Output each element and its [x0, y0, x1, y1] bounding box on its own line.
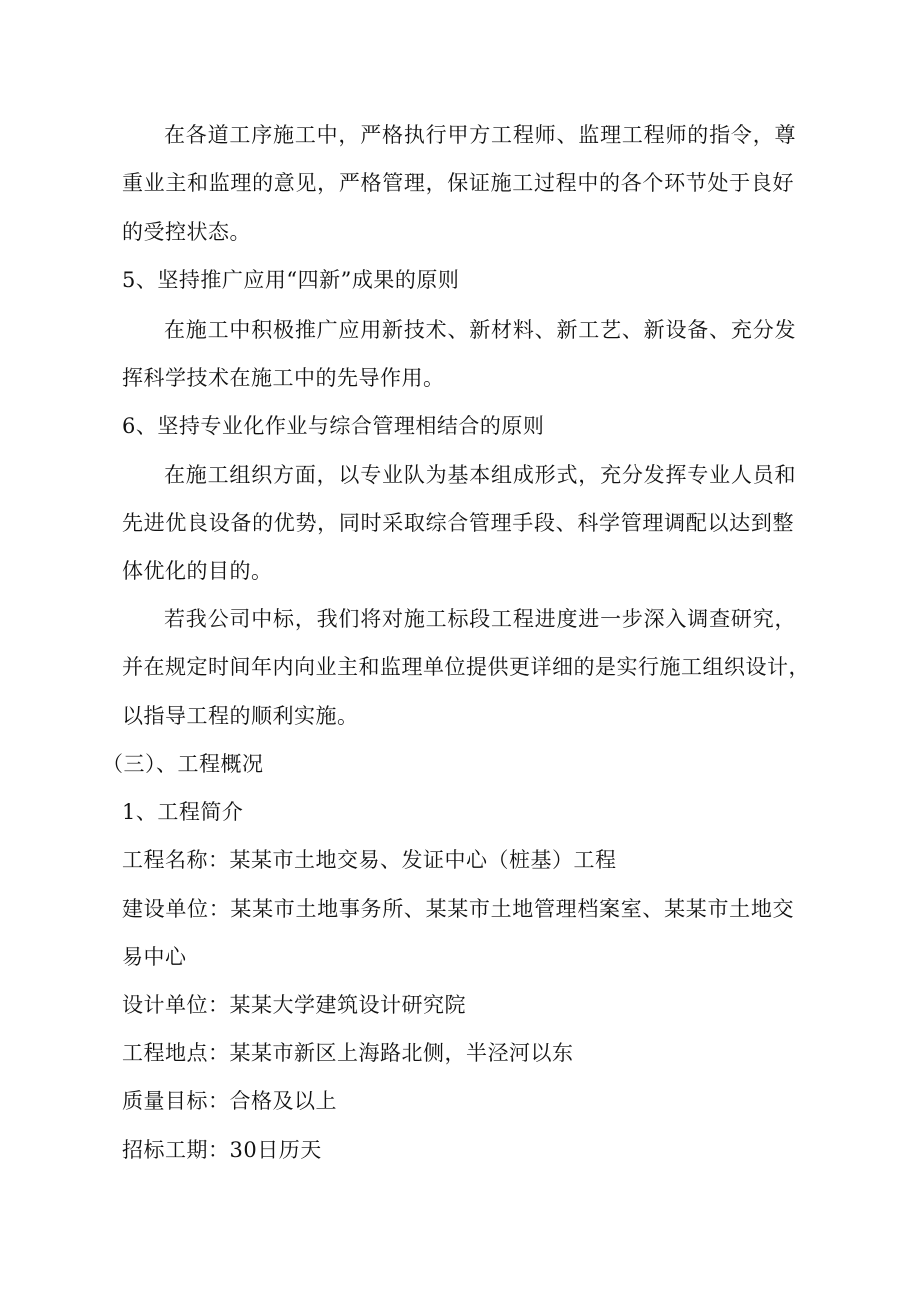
project-quality-target: 质量目标：合格及以上	[122, 1089, 337, 1113]
project-name: 工程名称：某某市土地交易、发证中心（桩基）工程	[122, 848, 617, 872]
paragraph-line: 挥科学技术在施工中的先导作用。	[122, 366, 445, 390]
paragraph-line: 在各道工序施工中，严格执行甲方工程师、监理工程师的指令，尊	[164, 123, 796, 147]
paragraph-line: 先进优良设备的优势，同时采取综合管理手段、科学管理调配以达到整	[122, 511, 794, 535]
paragraph-line: 在施工中积极推广应用新技术、新材料、新工艺、新设备、充分发	[164, 318, 796, 342]
section-title: （三）、工程概况	[102, 752, 264, 776]
project-location: 工程地点：某某市新区上海路北侧，半泾河以东	[122, 1041, 574, 1065]
paragraph-line: 以指导工程的顺利实施。	[122, 704, 359, 728]
paragraph-line: 若我公司中标，我们将对施工标段工程进度进一步深入调查研究，	[164, 607, 796, 631]
paragraph-line: 的受控状态。	[122, 220, 251, 244]
paragraph-line: 体优化的目的。	[122, 559, 273, 583]
heading-principle-6: 6、坚持专业化作业与综合管理相结合的原则	[122, 414, 545, 438]
paragraph-line: 在施工组织方面，以专业队为基本组成形式，充分发挥专业人员和	[164, 463, 796, 487]
paragraph-line: 重业主和监理的意见，严格管理，保证施工过程中的各个环节处于良好	[122, 171, 794, 195]
heading-principle-5: 5、坚持推广应用“四新”成果的原则	[122, 268, 460, 292]
project-tender-period: 招标工期：30日历天	[122, 1138, 322, 1162]
paragraph-line: 并在规定时间年内向业主和监理单位提供更详细的是实行施工组织设计，	[122, 655, 810, 679]
section-subtitle: 1、工程简介	[122, 800, 244, 824]
project-builder-continued: 易中心	[122, 945, 187, 969]
project-builder: 建设单位：某某市土地事务所、某某市土地管理档案室、某某市土地交	[122, 897, 794, 921]
project-designer: 设计单位：某某大学建筑设计研究院	[122, 993, 466, 1017]
